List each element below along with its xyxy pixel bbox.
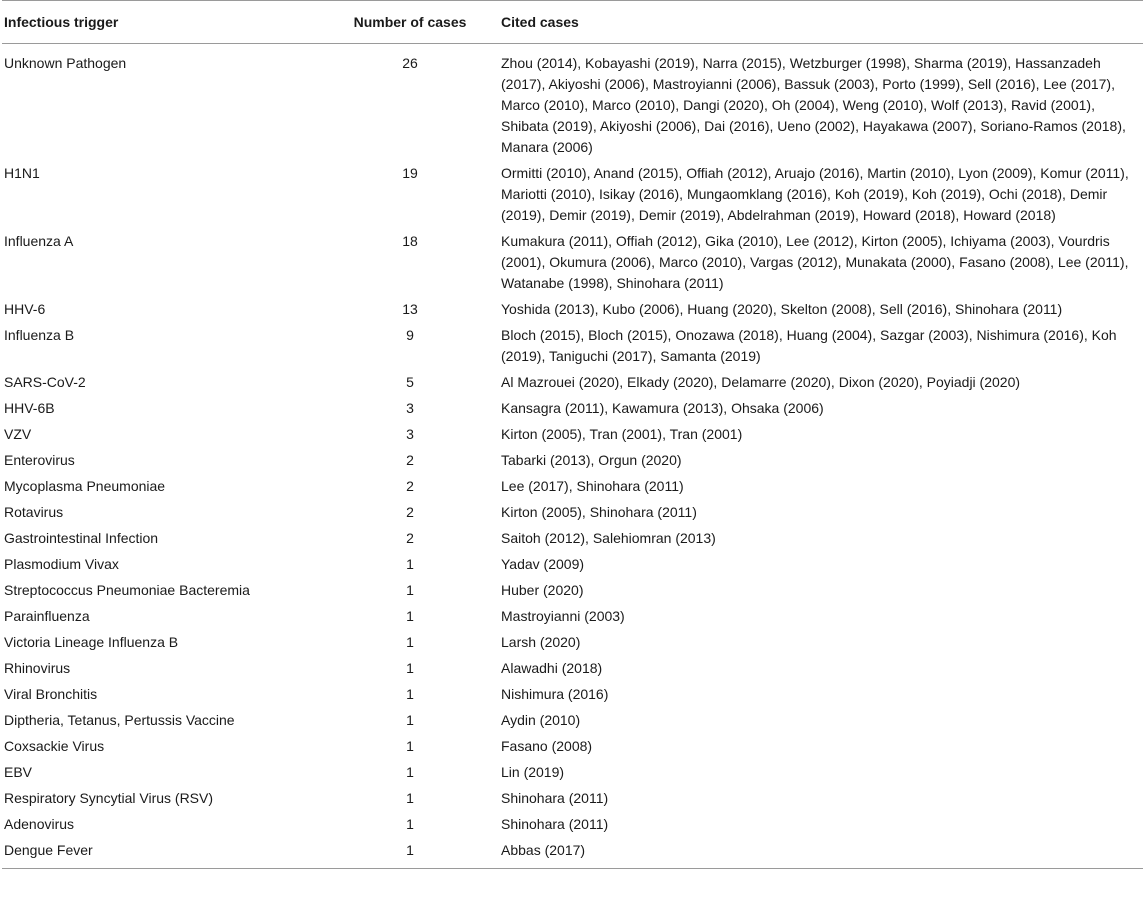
cell-infectious-trigger: Plasmodium Vivax — [4, 556, 119, 572]
cell-cited-cases: Tabarki (2013), Orgun (2020) — [501, 452, 682, 468]
table-row — [2, 44, 1143, 161]
cell-infectious-trigger: Enterovirus — [4, 452, 75, 468]
cell-cited-cases: Lee (2017), Shinohara (2011) — [501, 478, 684, 494]
cell-cited-cases: Lin (2019) — [501, 764, 565, 780]
cell-infectious-trigger: Influenza A — [4, 233, 74, 249]
cell-infectious-trigger: HHV-6 — [4, 301, 46, 317]
cell-cited-cases: Kirton (2005), Tran (2001), Tran (2001) — [501, 426, 743, 442]
cell-number-of-cases: 19 — [402, 165, 418, 181]
table-row — [2, 785, 1143, 811]
header-number-of-cases: Number of cases — [323, 1, 499, 44]
infectious-triggers-table — [2, 0, 1143, 869]
cell-cited-cases: Kansagra (2011), Kawamura (2013), Ohsaka (2006) — [501, 400, 824, 416]
cell-cited-cases: Huber (2020) — [501, 582, 584, 598]
table-row — [2, 473, 1143, 499]
cell-number-of-cases: 1 — [406, 764, 414, 780]
cell-infectious-trigger: Viral Bronchitis — [4, 686, 98, 702]
cell-infectious-trigger: VZV — [4, 426, 32, 442]
table-row — [2, 837, 1143, 869]
cell-number-of-cases: 1 — [323, 837, 499, 869]
cell-infectious-trigger: SARS-CoV-2 — [4, 374, 86, 390]
table-row — [2, 447, 1143, 473]
cell-number-of-cases: 2 — [406, 452, 414, 468]
cell-infectious-trigger: Rhinovirus — [4, 660, 71, 676]
table-row — [2, 160, 1143, 228]
table-row — [2, 322, 1143, 369]
table-row — [2, 681, 1143, 707]
table-row — [2, 759, 1143, 785]
cell-infectious-trigger: Parainfluenza — [4, 608, 90, 624]
table-row — [2, 551, 1143, 577]
header-row — [2, 1, 1143, 44]
cell-number-of-cases: 3 — [406, 426, 414, 442]
table-row — [2, 296, 1143, 322]
cell-infectious-trigger: Gastrointestinal Infection — [4, 530, 159, 546]
cell-cited-cases: Kirton (2005), Shinohara (2011) — [501, 504, 697, 520]
cell-cited-cases: Ormitti (2010), Anand (2015), Offiah (2012), Aruajo (2016), Martin (2010), Lyon (2009), Komur (2011), Mariotti (2010), Isikay (2016), Mungaomklang (2016), Koh (2019), Koh (2019), Ochi (2018), Demir (2019), Demir (2019), Demir (2019), Abdelrahman (2019), Howard (2018), Howard (2018) — [501, 165, 1129, 223]
cell-infectious-trigger: Adenovirus — [4, 816, 75, 832]
cell-number-of-cases: 1 — [406, 712, 414, 728]
table-row — [2, 707, 1143, 733]
cell-number-of-cases: 1 — [406, 556, 414, 572]
cell-number-of-cases: 1 — [406, 686, 414, 702]
cell-infectious-trigger: Mycoplasma Pneumoniae — [4, 478, 166, 494]
cell-infectious-trigger: Respiratory Syncytial Virus (RSV) — [4, 790, 214, 806]
table-row — [2, 228, 1143, 296]
cell-infectious-trigger: Streptococcus Pneumoniae Bacteremia — [4, 582, 250, 598]
cell-cited-cases: Shinohara (2011) — [501, 790, 609, 806]
cell-cited-cases: Yadav (2009) — [501, 556, 585, 572]
header-cited-cases: Cited cases — [499, 1, 1143, 44]
table-row — [2, 395, 1143, 421]
cell-number-of-cases: 2 — [406, 530, 414, 546]
cell-infectious-trigger: Coxsackie Virus — [4, 738, 105, 754]
cell-cited-cases: Kumakura (2011), Offiah (2012), Gika (2010), Lee (2012), Kirton (2005), Ichiyama (2003), Vourdris (2001), Okumura (2006), Marco (2010), Vargas (2012), Munakata (2000), Fasano (2008), Lee (2011), Watanabe (1998), Shinohara (2011) — [501, 233, 1129, 291]
header-infectious-trigger: Infectious trigger — [2, 1, 323, 44]
table-row — [2, 577, 1143, 603]
table-row — [2, 525, 1143, 551]
cell-cited-cases: Abbas (2017) — [499, 837, 1143, 869]
table-row — [2, 655, 1143, 681]
cell-infectious-trigger: EBV — [4, 764, 33, 780]
table-row — [2, 733, 1143, 759]
cell-number-of-cases: 1 — [406, 660, 414, 676]
cell-infectious-trigger: Unknown Pathogen — [4, 55, 127, 71]
cell-infectious-trigger: Diptheria, Tetanus, Pertussis Vaccine — [4, 712, 235, 728]
cell-infectious-trigger: HHV-6B — [4, 400, 55, 416]
cell-cited-cases: Al Mazrouei (2020), Elkady (2020), Delamarre (2020), Dixon (2020), Poyiadji (2020) — [501, 374, 1021, 390]
cell-number-of-cases: 5 — [406, 374, 414, 390]
cell-cited-cases: Aydin (2010) — [501, 712, 581, 728]
cell-cited-cases: Saitoh (2012), Salehiomran (2013) — [501, 530, 716, 546]
table-body — [2, 44, 1143, 869]
cell-number-of-cases: 26 — [402, 55, 418, 71]
table-row — [2, 603, 1143, 629]
cell-cited-cases: Alawadhi (2018) — [501, 660, 603, 676]
cell-number-of-cases: 2 — [406, 478, 414, 494]
cell-number-of-cases: 13 — [402, 301, 418, 317]
cell-infectious-trigger: H1N1 — [4, 165, 40, 181]
cell-cited-cases: Bloch (2015), Bloch (2015), Onozawa (2018), Huang (2004), Sazgar (2003), Nishimura (2016), Koh (2019), Taniguchi (2017), Samanta (2019) — [501, 327, 1117, 364]
cell-number-of-cases: 1 — [406, 582, 414, 598]
cell-number-of-cases: 1 — [406, 634, 414, 650]
cell-number-of-cases: 1 — [406, 816, 414, 832]
table-row — [2, 499, 1143, 525]
cell-cited-cases: Zhou (2014), Kobayashi (2019), Narra (2015), Wetzburger (1998), Sharma (2019), Hassanzadeh (2017), Akiyoshi (2006), Mastroyianni (2006), Bassuk (2003), Porto (1999), Sell (2016), Lee (2017), Marco (2010), Marco (2010), Dangi (2020), Oh (2004), Weng (2010), Wolf (2013), Ravid (2001), Shibata (2019), Akiyoshi (2006), Dai (2016), Ueno (2002), Hayakawa (2007), Soriano-Ramos (2018), Manara (2006) — [501, 55, 1126, 155]
cell-number-of-cases: 1 — [406, 608, 414, 624]
cell-number-of-cases: 1 — [406, 738, 414, 754]
cell-infectious-trigger: Rotavirus — [4, 504, 64, 520]
cell-number-of-cases: 18 — [402, 233, 418, 249]
table-row — [2, 421, 1143, 447]
table-row — [2, 629, 1143, 655]
cell-infectious-trigger: Dengue Fever — [2, 837, 323, 869]
cell-number-of-cases: 2 — [406, 504, 414, 520]
cell-cited-cases: Mastroyianni (2003) — [501, 608, 625, 624]
cell-number-of-cases: 1 — [406, 790, 414, 806]
cell-cited-cases: Shinohara (2011) — [501, 816, 609, 832]
cell-cited-cases: Fasano (2008) — [501, 738, 593, 754]
cell-cited-cases: Nishimura (2016) — [501, 686, 609, 702]
cell-number-of-cases: 9 — [406, 327, 414, 343]
table-row — [2, 369, 1143, 395]
table-header — [2, 1, 1143, 44]
cell-infectious-trigger: Influenza B — [4, 327, 75, 343]
table-row — [2, 811, 1143, 837]
cell-cited-cases: Larsh (2020) — [501, 634, 581, 650]
cell-cited-cases: Yoshida (2013), Kubo (2006), Huang (2020), Skelton (2008), Sell (2016), Shinohara (2011) — [501, 301, 1063, 317]
cell-infectious-trigger: Victoria Lineage Influenza B — [4, 634, 179, 650]
cell-number-of-cases: 3 — [406, 400, 414, 416]
